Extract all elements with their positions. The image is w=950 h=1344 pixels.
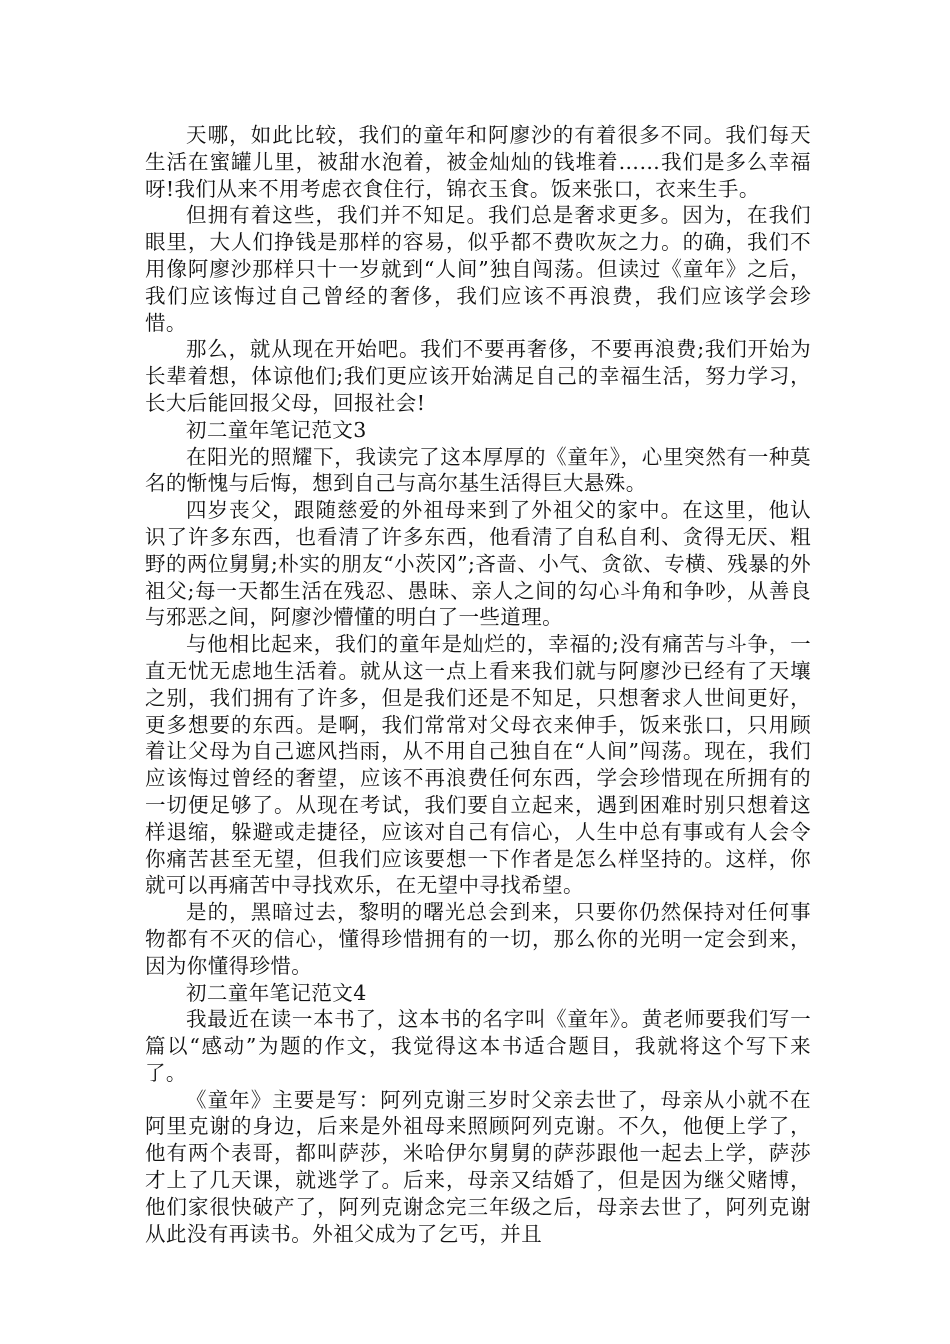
paragraph: 是的，黑暗过去，黎明的曙光总会到来，只要你仍然保持对任何事物都有不灭的信心，懂得珍惜拥有的一切，那么你的光明一定会到来，因为你懂得珍惜。	[145, 900, 811, 978]
paragraph: 与他相比起来，我们的童年是灿烂的，幸福的;没有痛苦与斗争，一直无忧无虑地生活着。就从这一点上看来我们就与阿廖沙已经有了天壤之别，我们拥有了许多，但是我们还是不知足，只想奢求人世间更好，更多想要的东西。是啊，我们常常对父母衣来伸手，饭来张口，只用顾着让父母为自己遮风挡雨，从不用自己独自在“人间”闯荡。现在，我们应该悔过曾经的奢望，应该不再浪费任何东西，学会珍惜现在所拥有的一切便足够了。从现在考试，我们要自立起来，遇到困难时别只想着这样退缩，躲避或走捷径，应该对自己有信心，人生中总有事或有人会令你痛苦甚至无望，但我们应该要想一下作者是怎么样坚持的。这样，你就可以再痛苦中寻找欢乐，在无望中寻找希望。	[145, 632, 811, 898]
paragraph: 天哪，如此比较，我们的童年和阿廖沙的有着很多不同。我们每天生活在蜜罐儿里，被甜水泡着，被金灿灿的钱堆着……我们是多么幸福呀!我们从来不用考虑衣食住行，锦衣玉食。饭来张口，衣来生手。	[145, 123, 811, 201]
paragraph: 四岁丧父，跟随慈爱的外祖母来到了外祖父的家中。在这里，他认识了许多东西，也看清了许多东西，他看清了自私自利、贪得无厌、粗野的两位舅舅;朴实的朋友“小茨冈”;吝啬、小气、贪欲、专横、残暴的外祖父;每一天都生活在残忍、愚昧、亲人之间的勾心斗角和争吵，从善良与邪恶之间，阿廖沙懵懂的明白了一些道理。	[145, 498, 811, 630]
section-heading: 初二童年笔记范文4	[186, 980, 367, 1005]
paragraph: 那么，就从现在开始吧。我们不要再奢侈，不要再浪费;我们开始为长辈着想，体谅他们;我们更应该开始满足自己的幸福生活，努力学习，长大后能回报父母，回报社会!	[145, 337, 811, 415]
section-heading: 初二童年笔记范文3	[186, 417, 367, 442]
paragraph: 但拥有着这些，我们并不知足。我们总是奢求更多。因为，在我们眼里，大人们挣钱是那样的容易，似乎都不费吹灰之力。的确，我们不用像阿廖沙那样只十一岁就到“人间”独自闯荡。但读过《童年》之后，我们应该悔过自己曾经的奢侈，我们应该不再浪费，我们应该学会珍惜。	[145, 203, 811, 335]
paragraph: 《童年》主要是写：阿列克谢三岁时父亲去世了，母亲从小就不在阿里克谢的身边，后来是外祖母来照顾阿列克谢。不久，他便上学了，他有两个表哥，都叫萨莎，米哈伊尔舅舅的萨莎跟他一起去上学，萨莎才上了几天课，就逃学了。后来，母亲又结婚了，但是因为继父赌博，他们家很快破产了，阿列克谢念完三年级之后，母亲去世了，阿列克谢从此没有再读书。外祖父成为了乞丐，并且	[145, 1087, 811, 1246]
document-body	[145, 122, 811, 1247]
paragraph: 在阳光的照耀下，我读完了这本厚厚的《童年》，心里突然有一种莫名的惭愧与后悔，想到自己与高尔基生活得巨大悬殊。	[145, 444, 811, 496]
paragraph: 我最近在读一本书了，这本书的名字叫《童年》。黄老师要我们写一篇以“感动”为题的作文，我觉得这本书适合题目，我就将这个写下来了。	[145, 1007, 811, 1085]
